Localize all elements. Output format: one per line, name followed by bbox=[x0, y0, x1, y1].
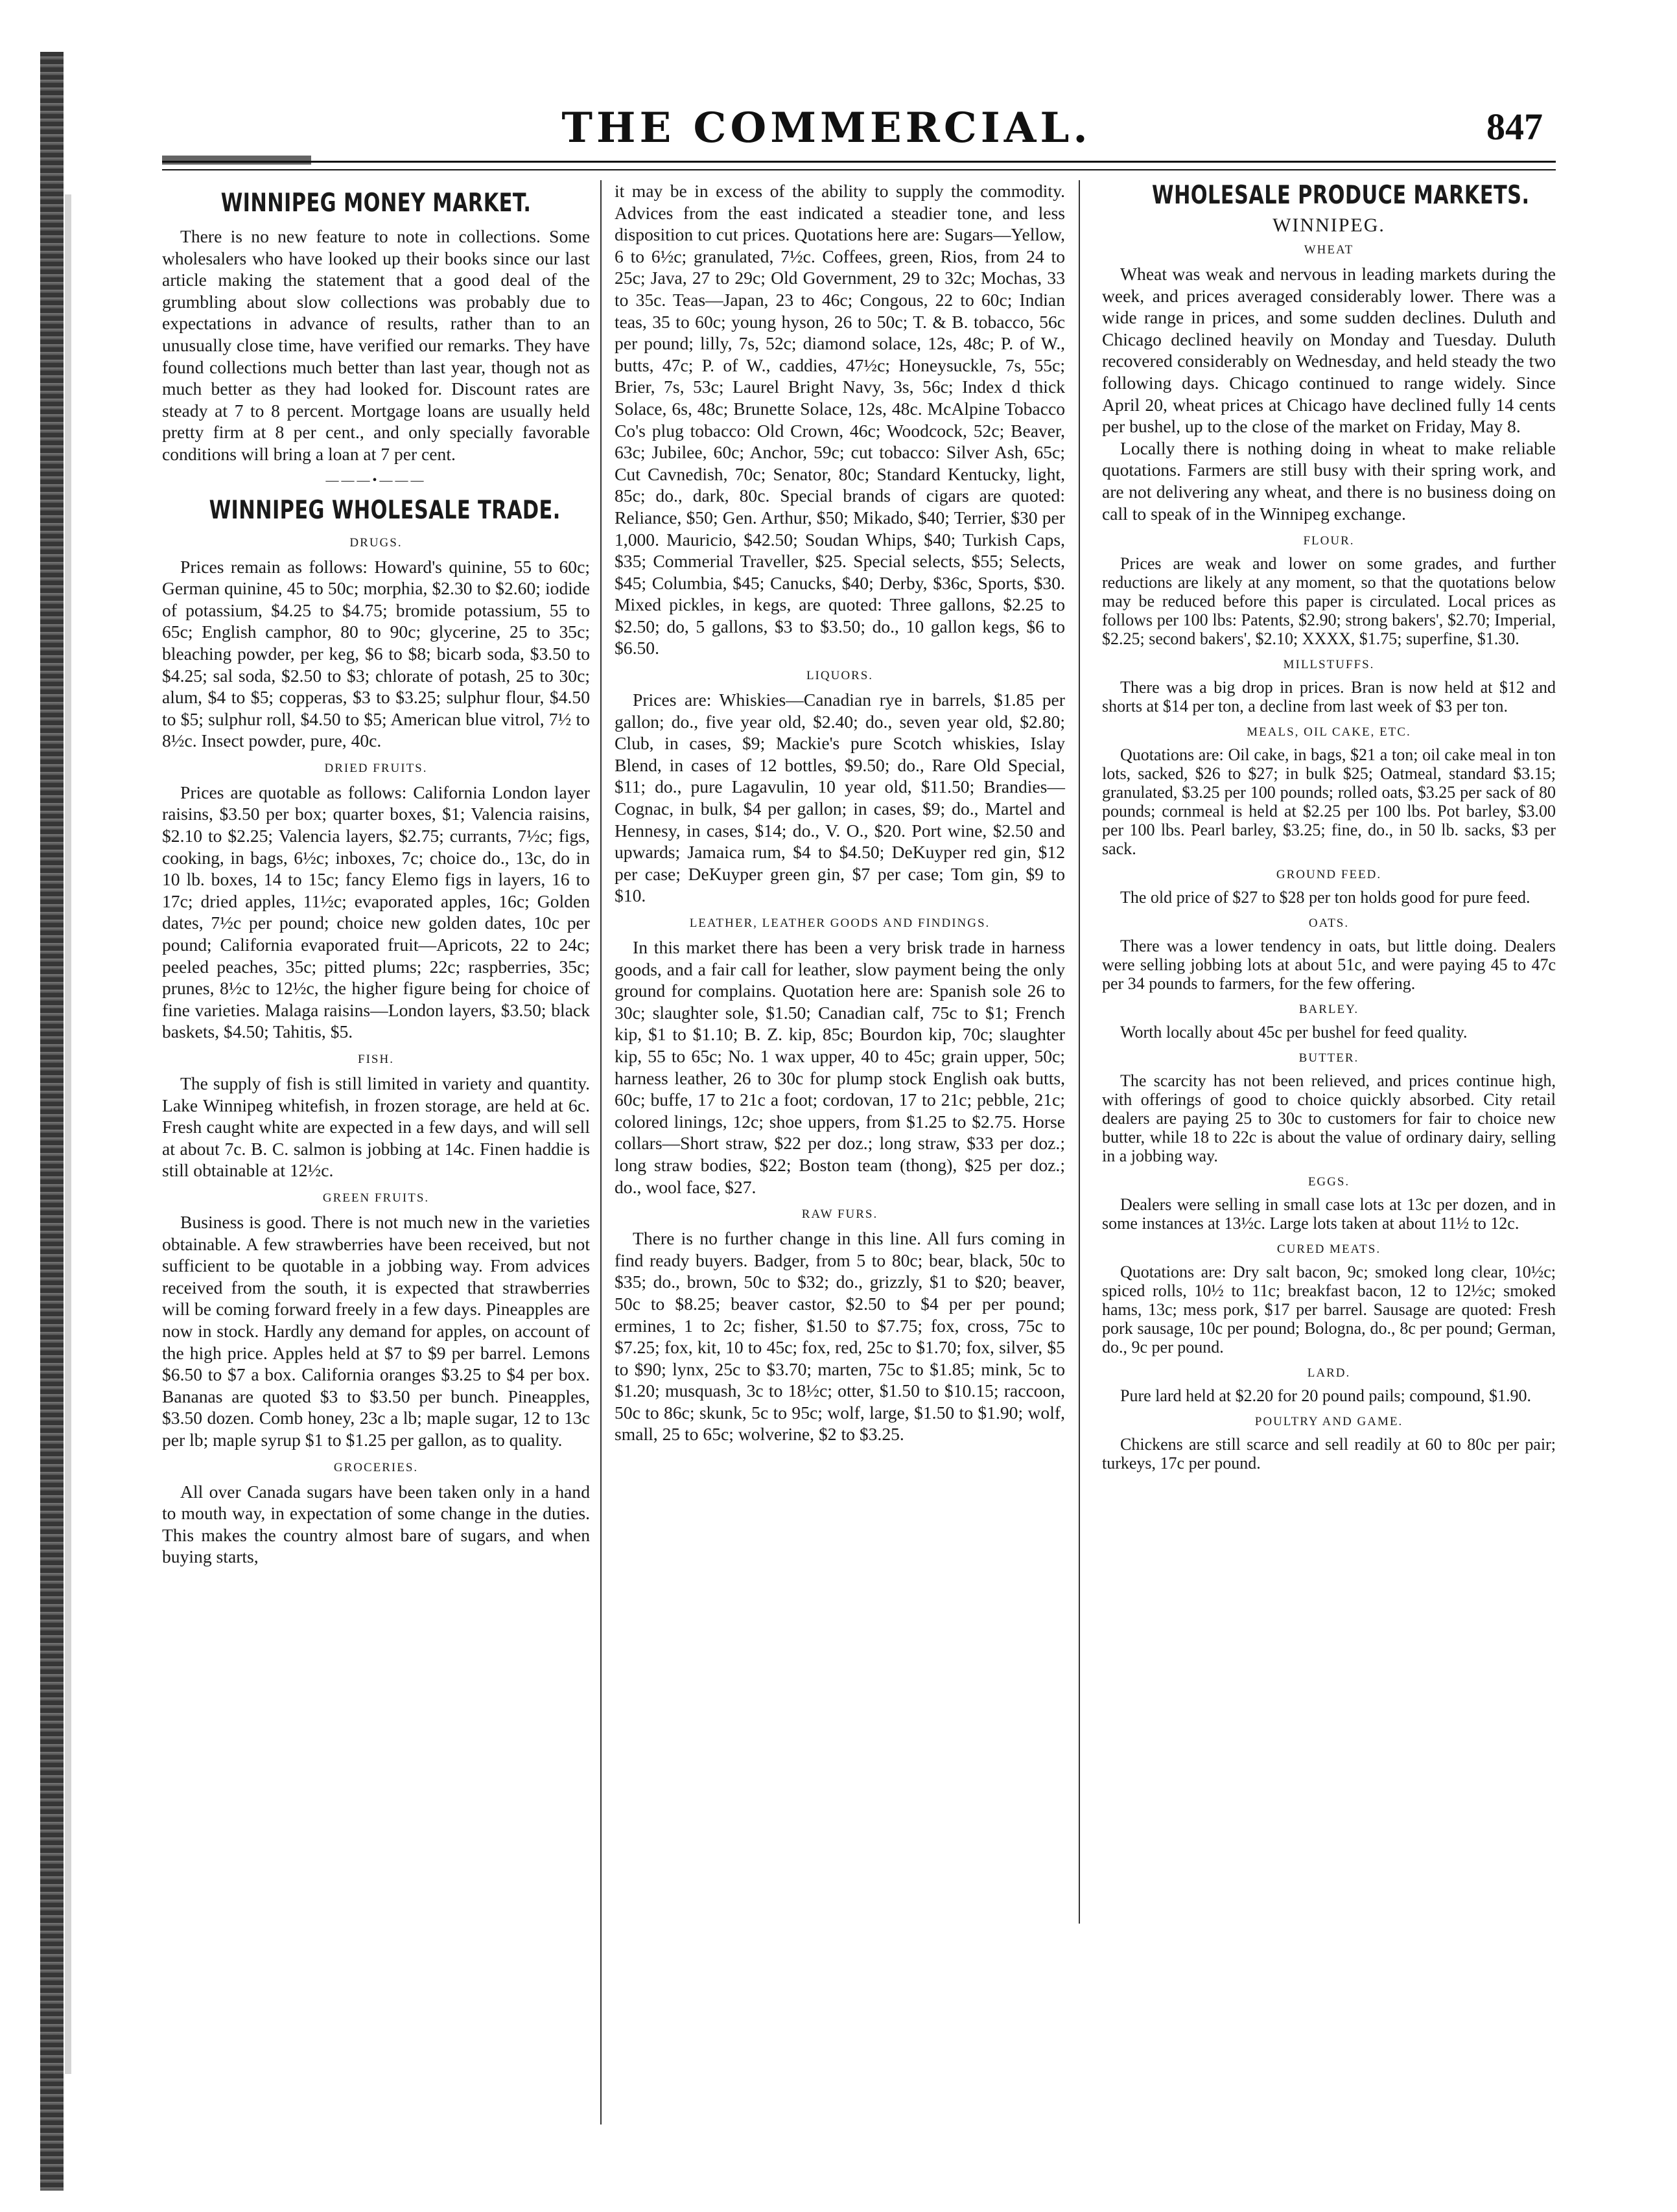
money-market-heading: WINNIPEG MONEY MARKET. bbox=[220, 189, 532, 218]
dried-fruits-heading: DRIED FRUITS. bbox=[324, 761, 428, 775]
ground-feed-text: The old price of $27 to $28 per ton holds good for pure feed. bbox=[1120, 888, 1530, 907]
money-market-text: There is no new feature to note in collections. Some wholesalers who have looked up their books since our last article making the statement that a good deal of the grumbling about slow collections was probably due to expectations in advance of results, rather than to an unusually close time, have verified our remarks. They have found collections much better than last year, though not as much better as they had looked for. Discount rates are steady at 7 to 8 percent. Mortgage loans are usually held pretty firm at 8 per cent., and only specially favorable conditions will bring a loan at 7 per cent. bbox=[162, 226, 590, 464]
wheat-heading: WHEAT bbox=[1304, 243, 1354, 257]
liquors-text: Prices are: Whiskies—Canadian rye in barrels, $1.85 per gallon; do., five year old, $2.40; do., seven year old, $2.80; Club, in cases, $9; Mackie's pure Scotch whiskies, Islay Blend, in cases of 12 bottles, $9.50; do., Rare Old Special, $11; do., pure Lagavulin, 10 year old, $11.50; Brandies—Cognac, in bulk, $4 per gallon; in cases, $9; do., Martel and Hennesy, in cases, $14; do., V. O., $20. Port wine, $2.50 and upwards; Jamaica rum, $4 to $4.50; DeKuyper red gin, $12 per case; DeKuyper green gin, $7 per case; Tom gin, $9 to $10. bbox=[615, 690, 1065, 906]
oats-heading: OATS. bbox=[1308, 916, 1350, 931]
eggs-heading: EGGS. bbox=[1308, 1175, 1350, 1189]
lard-text: Pure lard held at $2.20 for 20 pound pails; compound, $1.90. bbox=[1120, 1386, 1532, 1406]
dried-fruits-text: Prices are quotable as follows: California London layer raisins, $3.50 per box; quarter boxes, $1; Valencia raisins, $2.10 to $2.25; Valencia layers, $2.75; currants, 7½c; figs, cooking, in bags, 6½c; inboxes, 7c; choice do., 13c, do in 10 lb. boxes, 14 to 15c; fancy Elemo figs in layers, 16 to 17c; dried apples, 11½c; evaporated apples, 16c; Golden dates, 7½c per pound; choice new golden dates, 10c per pound; California evaporated fruit—Apricots, 22 to 24c; peeled peaches, 35c; pitted plums; 22c; raspberries, 35c; prunes, 8½c to 12½c, the higher figure being for choice of fine varieties. Malaga raisins—London layers, $3.50; black baskets, $4.50; Tahitis, $5. bbox=[162, 782, 590, 1042]
meals-text: Quotations are: Oil cake, in bags, $21 a ton; oil cake meal in ton lots, sacked, $26 to $27; in bulk $25; Oatmeal, standard $3.15; granulated, $3.25 per 100 pounds; rolled oats, $3.25 per sack of 80 pounds; cornmeal is held at $2.25 per 100 lbs. Pot barley, $3.00 per 100 lbs. Pearl barley, $3.25; fine, do., in 50 lb. sacks, $3 per sack. bbox=[1102, 745, 1556, 859]
groceries-continued-text: it may be in excess of the ability to supply the commodity. Advices from the east indicated a steadier tone, and less disposition to cut prices. Quotations here are: Sugars—Yellow, 6 to 6½c; granulated, 7½c. Coffees, green, Rios, from 24 to 25c; Java, 27 to 29c; Old Government, 29 to 32c; Mochas, 33 to 35c. Teas—Japan, 23 to 46c; Congous, 22 to 60c; Indian teas, 35 to 60c; young hyson, 26 to 50c; T. & B. tobacco, 56c per pound; lilly, 7s, 52c; diamond solace, 12s, 48c; P. of W., butts, 47c; P. of W., caddies, 47½c; Honeysuckle, 7s, 55c; Brier, 7s, 53c; Laurel Bright Navy, 3s, 56c; Index d thick Solace, 6s, 48c; Brunette Solace, 12s, 48c. McAlpine Tobacco Co's plug tobacco: Old Crown, 46c; Woodcock, 52c; Beaver, 63c; Jubilee, 60c; Anchor, 59c; cut tobacco: Silver Ash, 65c; Cut Cavnedish, 70c; Senator, 80c; Standard Kentucky, light, 85c; do., dark, 80c. Special brands of cigars are quoted: Reliance, $50; Gen. Arthur, $50; Mikado, $40; Terrier, $30 per 1,000. Mauricio, $42.50; Soudan Whips, $40; Turkish Caps, $35; Commerial Traveller, $25. Special selects, $55; Selects, $45; Columbia, $45; Canucks, $40; Derby, $36c, Sports, $30. Mixed pickles, in kegs, are quoted: Three gallons, $2.25 to $2.50; do, 5 gallons, $3 to $3.50; do., 10 gallon kegs, $6 to $6.50. bbox=[615, 181, 1065, 658]
fish-text: The supply of fish is still limited in variety and quantity. Lake Winnipeg whitefish, in frozen storage, are held at 6c. Fresh caught white are expected in a few days, and will sell at about 7c. B. C. salmon is jobbing at 14c. Finen haddie is still obtainable at 12½c. bbox=[162, 1073, 590, 1181]
groceries-heading: GROCERIES. bbox=[333, 1460, 419, 1474]
column-rule-right bbox=[1079, 180, 1080, 1924]
masthead-rule bbox=[162, 161, 1556, 170]
wheat-text-2: Locally there is nothing doing in wheat to make reliable quotations. Farmers are still busy with their spring work, and are not delivering any wheat, and there is no business doing on call to speak of in the Winnipeg exchange. bbox=[1102, 437, 1556, 524]
wholesale-trade-heading: WINNIPEG WHOLESALE TRADE. bbox=[209, 495, 561, 525]
millstuffs-heading: MILLSTUFFS. bbox=[1283, 658, 1375, 672]
leather-heading: LEATHER, LEATHER GOODS AND FINDINGS. bbox=[689, 916, 991, 930]
column-left bbox=[162, 188, 590, 1568]
millstuffs-text: There was a big drop in prices. Bran is now held at $12 and shorts at $14 per ton, a decline from last week of $3 per ton. bbox=[1102, 678, 1556, 716]
flour-heading: FLOUR. bbox=[1303, 534, 1355, 548]
raw-furs-text: There is no further change in this line. All furs coming in find ready buyers. Badger, from 5 to 80c; bear, black, 50c to $35; do., brown, 50c to $32; do., grizzly, $1 to $20; beaver, 50c to $8.25; beaver castor, $2.50 to $4 per per pound; ermines, 1 to 2c; fisher, $1.50 to $7.75; fox, cross, 75c to $7.25; fox, kit, 10 to 45c; fox, red, 25c to $1.70; fox, silver, $5 to $90; lynx, 25c to $3.70; marten, 75c to $1.85; mink, 5c to $1.20; musquash, 3c to 18½c; otter, $1.50 to $10.15; raccoon, 50c to 86c; skunk, 5c to 95c; wolf, large, $1.50 to $1.90; wolf, small, 25 to 65c; wolverine, $2 to $3.25. bbox=[615, 1228, 1065, 1445]
page-number: 847 bbox=[1486, 106, 1543, 148]
section-ornament: ———•——— bbox=[325, 472, 427, 487]
column-rule-left bbox=[600, 180, 602, 2125]
drugs-text: Prices remain as follows: Howard's quinine, 55 to 60c; German quinine, 45 to 50c; morphia, $2.30 to $2.60; iodide of potassium, $4.25 to $4.75; bromide potassium, 55 to 65c; English camphor, 80 to 90c; glycerine, 25 to 35c; bleaching powder, per keg, $6 to $8; bicarb soda, $3.50 to $4.25; sal soda, $2.50 to $3; chlorate of potash, 25 to 30c; alum, $4 to $5; copperas, $3 to $3.25; sulphur flour, $4.50 to $5; sulphur roll, $4.50 to $5; American blue vitrol, 7½ to 8½c. Insect powder, pure, 40c. bbox=[162, 556, 590, 751]
cured-meats-heading: CURED MEATS. bbox=[1276, 1242, 1381, 1257]
oats-text: There was a lower tendency in oats, but little doing. Dealers were selling jobbing lots at about 51c, and were paying 45 to 47c per 34 pounds to farmers, for the few offering. bbox=[1102, 937, 1556, 994]
green-fruits-heading: GREEN FRUITS. bbox=[322, 1191, 430, 1205]
poultry-heading: POULTRY AND GAME. bbox=[1254, 1415, 1403, 1429]
page-binding-edge bbox=[40, 52, 64, 2191]
wheat-text-1: Wheat was weak and nervous in leading markets during the week, and prices averaged considerably lower. There was a wide range in prices, and some sudden declines. Duluth and Chicago declined heavily on Monday and Tuesday. Duluth recovered considerably on Wednesday, and held steady the two following days. Chicago continued to range widely. Since April 20, wheat prices at Chicago have declined fully 14 cents per bushel, up to the close of the market on Friday, May 8. bbox=[1102, 264, 1556, 437]
drugs-heading: DRUGS. bbox=[349, 535, 403, 550]
lard-heading: LARD. bbox=[1307, 1366, 1351, 1380]
barley-text: Worth locally about 45c per bushel for feed quality. bbox=[1120, 1023, 1468, 1042]
green-fruits-text: Business is good. There is not much new in the varieties obtainable. A few strawberries have been received, but not sufficient to be quotable in a jobbing way. From advices received from the south, it is expected that strawberries will be coming forward freely in a few days. Pineapples are now in stock. Hardly any demand for apples, on account of the high price. Apples held at $7 to $9 per barrel. Lemons $6.50 to $7 a box. California oranges $3.25 to $4 per box. Bananas are quoted $3 to $3.50 per bunch. Pineapples, $3.50 dozen. Comb honey, 23c a lb; maple sugar, 12 to 13c per lb; maple syrup $1 to $1.25 per gallon, as to quality. bbox=[162, 1211, 590, 1450]
raw-furs-heading: RAW FURS. bbox=[801, 1207, 878, 1222]
leather-text: In this market there has been a very brisk trade in harness goods, and a fair call for leather, slow payment being the only ground for complains. Quotation here are: Spanish sole 26 to 30c; slaughter sole, $1.50; Canadian calf, 75c to $1; French kip, $1 to $1.10; B. Z. kip, 85c; Bourdon kip, 70c; slaughter kip, 55 to 65c; No. 1 wax upper, 40 to 45c; grain upper, 50c; harness leather, 26 to 30c for plump stock English oak butts, 60c; buffe, 17 to 21c a foot; cordovan, 17 to 21c; pebble, 21c; colored linings, 12c; shoe uppers, from $1.25 to $2.75. Horse collars—Short straw, $22 per doz.; long straw, $33 per doz.; long straw bodies, $22; Boston team (thong), $25 per doz.; do., wool face, $27. bbox=[615, 937, 1065, 1197]
barley-heading: BARLEY. bbox=[1298, 1003, 1359, 1017]
produce-markets-heading: WHOLESALE PRODUCE MARKETS. bbox=[1152, 181, 1530, 210]
eggs-text: Dealers were selling in small case lots at 13c per dozen, and in some instances at 13½c. Large lots taken at about 11½ to 12c. bbox=[1102, 1195, 1556, 1233]
column-right bbox=[1102, 180, 1556, 1473]
cured-meats-text: Quotations are: Dry salt bacon, 9c; smoked long clear, 10½c; spiced rolls, 10½ to 11c; breakfast bacon, 12 to 12½c; smoked hams, 13c; mess pork, $17 per barrel. Sausage are quoted: Fresh pork sausage, 10c per pound; Bologna, do., 8c per pound; German, do., 9c per pound. bbox=[1102, 1263, 1556, 1357]
butter-text: The scarcity has not been relieved, and prices continue high, with offerings of good to choice quickly absorbed. City retail dealers are paying 25 to 30c to customers for fair to choice new butter, while 18 to 22c is about the value of ordinary dairy, selling in a jobbing way. bbox=[1102, 1071, 1556, 1166]
butter-heading: BUTTER. bbox=[1298, 1051, 1359, 1065]
masthead-title: THE COMMERCIAL. bbox=[561, 104, 1092, 152]
column-middle bbox=[615, 180, 1065, 1445]
poultry-text: Chickens are still scarce and sell readily at 60 to 80c per pair; turkeys, 17c per pound. bbox=[1102, 1435, 1556, 1473]
groceries-text: All over Canada sugars have been taken only in a hand to mouth way, in expectation of some change in the duties. This makes the country almost bare of sugars, and when buying starts, bbox=[162, 1481, 590, 1567]
meals-heading: MEALS, OIL CAKE, ETC. bbox=[1247, 725, 1411, 739]
fish-heading: FISH. bbox=[358, 1053, 394, 1066]
liquors-heading: LIQUORS. bbox=[806, 669, 874, 683]
ground-feed-heading: GROUND FEED. bbox=[1276, 868, 1382, 882]
produce-subheading: WINNIPEG. bbox=[1272, 215, 1385, 236]
page-binding-shadow bbox=[65, 194, 71, 2074]
flour-text: Prices are weak and lower on some grades, and further reductions are likely at any moment, so that the quotations below may be reduced before this paper is circulated. Local prices as follows per 100 lbs: Patents, $2.90; strong bakers', $2.70; Imperial, $2.25; second bakers', $2.10; XXXX, $1.75; superfine, $1.30. bbox=[1102, 554, 1556, 649]
